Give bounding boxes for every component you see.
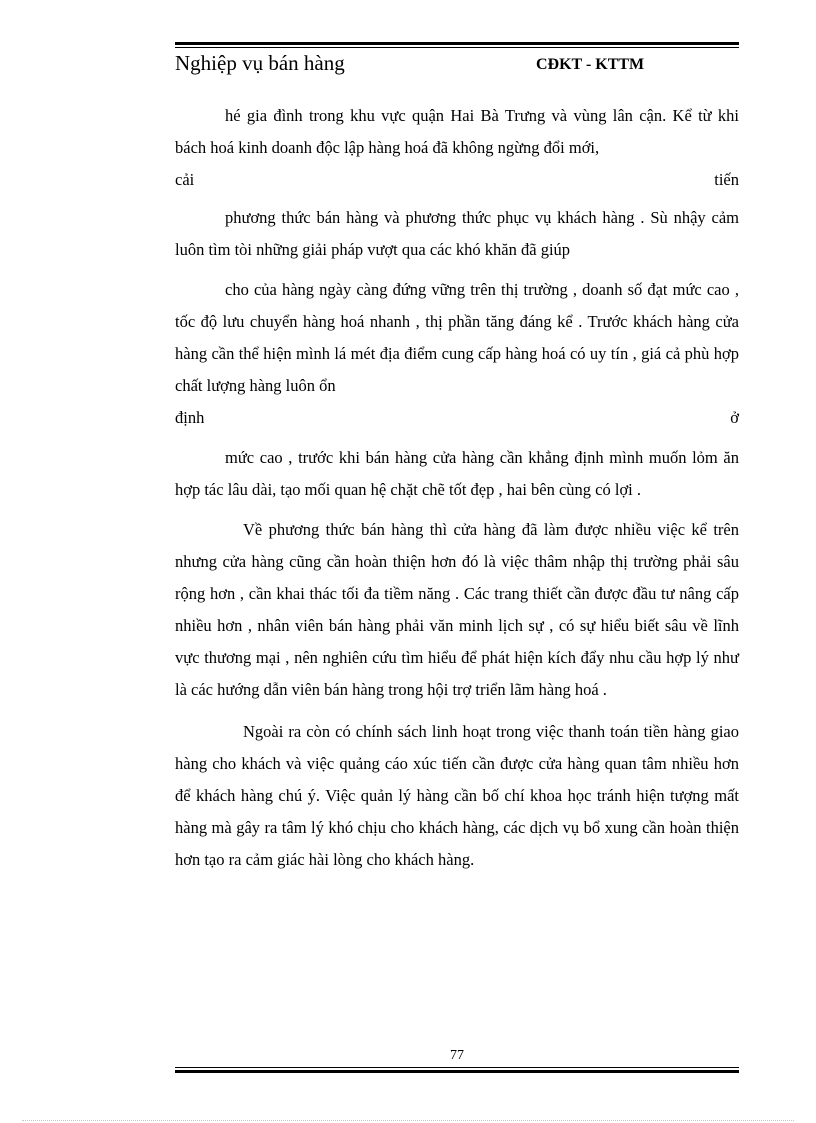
- paragraph-3-right: ở: [730, 408, 739, 427]
- header-rule-thin: [175, 47, 739, 48]
- footer-rule-thin: [175, 1067, 739, 1068]
- paragraph-1-tail: [175, 164, 739, 196]
- paragraph-6: Ngoài ra còn có chính sách linh hoạt trong việc thanh toán tiền hàng giao hàng cho khách và việc quảng cáo xúc tiến cần được cửa hàng quan tâm nhiều hơn để khách hàng chú ý. Việc quản lý hàng cần bố chí khoa học tránh hiện tượng mất hàng mà gây ra tâm lý khó chịu cho khách hàng, các dịch vụ bổ xung cần hoàn thiện hơn tạo ra cảm giác hài lòng cho khách hàng.: [175, 722, 739, 869]
- paragraph-3-tail: [175, 402, 739, 434]
- paragraph-4: mức cao , trước khi bán hàng cửa hàng cần khẳng định mình muốn lỏm ăn hợp tác lâu dài, tạo mối quan hệ chặt chẽ tốt đẹp , hai bên cùng có lợi .: [175, 448, 739, 499]
- paragraph-2: phương thức bán hàng và phương thức phục vụ khách hàng . Sù nhậy cảm luôn tìm tòi những giải pháp vượt qua các khó khăn đã giúp: [175, 208, 739, 259]
- header-department: CĐKT - KTTM: [536, 56, 645, 73]
- paragraph-3-left: định: [175, 408, 205, 427]
- header-rule-thick: [175, 42, 739, 45]
- paragraph-1: hé gia đình trong khu vực quận Hai Bà Trưng và vùng lân cận. Kể từ khi bách hoá kinh doanh độc lập hàng hoá đã không ngừng đổi mới,: [175, 106, 739, 157]
- footer-rule-thick: [175, 1070, 739, 1073]
- paragraph-3: cho của hàng ngày càng đứng vững trên thị trường , doanh số đạt mức cao , tốc độ lưu chuyển hàng hoá nhanh , thị phần tăng đáng kể . Trước khách hàng cửa hàng cần thể hiện mình lá mét địa điểm cung cấp hàng hoá có uy tín , giá cả phù hợp chất lượng hàng luôn ổn: [175, 280, 739, 395]
- paragraph-1-left: cải: [175, 170, 195, 189]
- page-number: 77: [450, 1048, 464, 1063]
- header-title: Nghiệp vụ bán hàng: [175, 51, 345, 75]
- paragraph-1-right: tiến: [714, 170, 739, 189]
- paragraph-5: Về phương thức bán hàng thì cửa hàng đã làm được nhiều việc kể trên nhưng cửa hàng cũng cần hoàn thiện hơn đó là việc thâm nhập thị trường phải sâu rộng hơn , cần khai thác tối đa tiềm năng . Các trang thiết cần được đầu tư nâng cấp nhiều hơn , nhân viên bán hàng phải văn minh lịch sự , có sự hiểu biết sâu về lĩnh vực thương mại , nên nghiên cứu tìm hiểu để phát hiện kích đẩy nhu cầu hợp lý như là các hướng dẫn viên bán hàng trong hội trợ triển lãm hàng hoá .: [175, 520, 739, 699]
- page-edge-line: [22, 1120, 794, 1121]
- body-text: [175, 100, 739, 876]
